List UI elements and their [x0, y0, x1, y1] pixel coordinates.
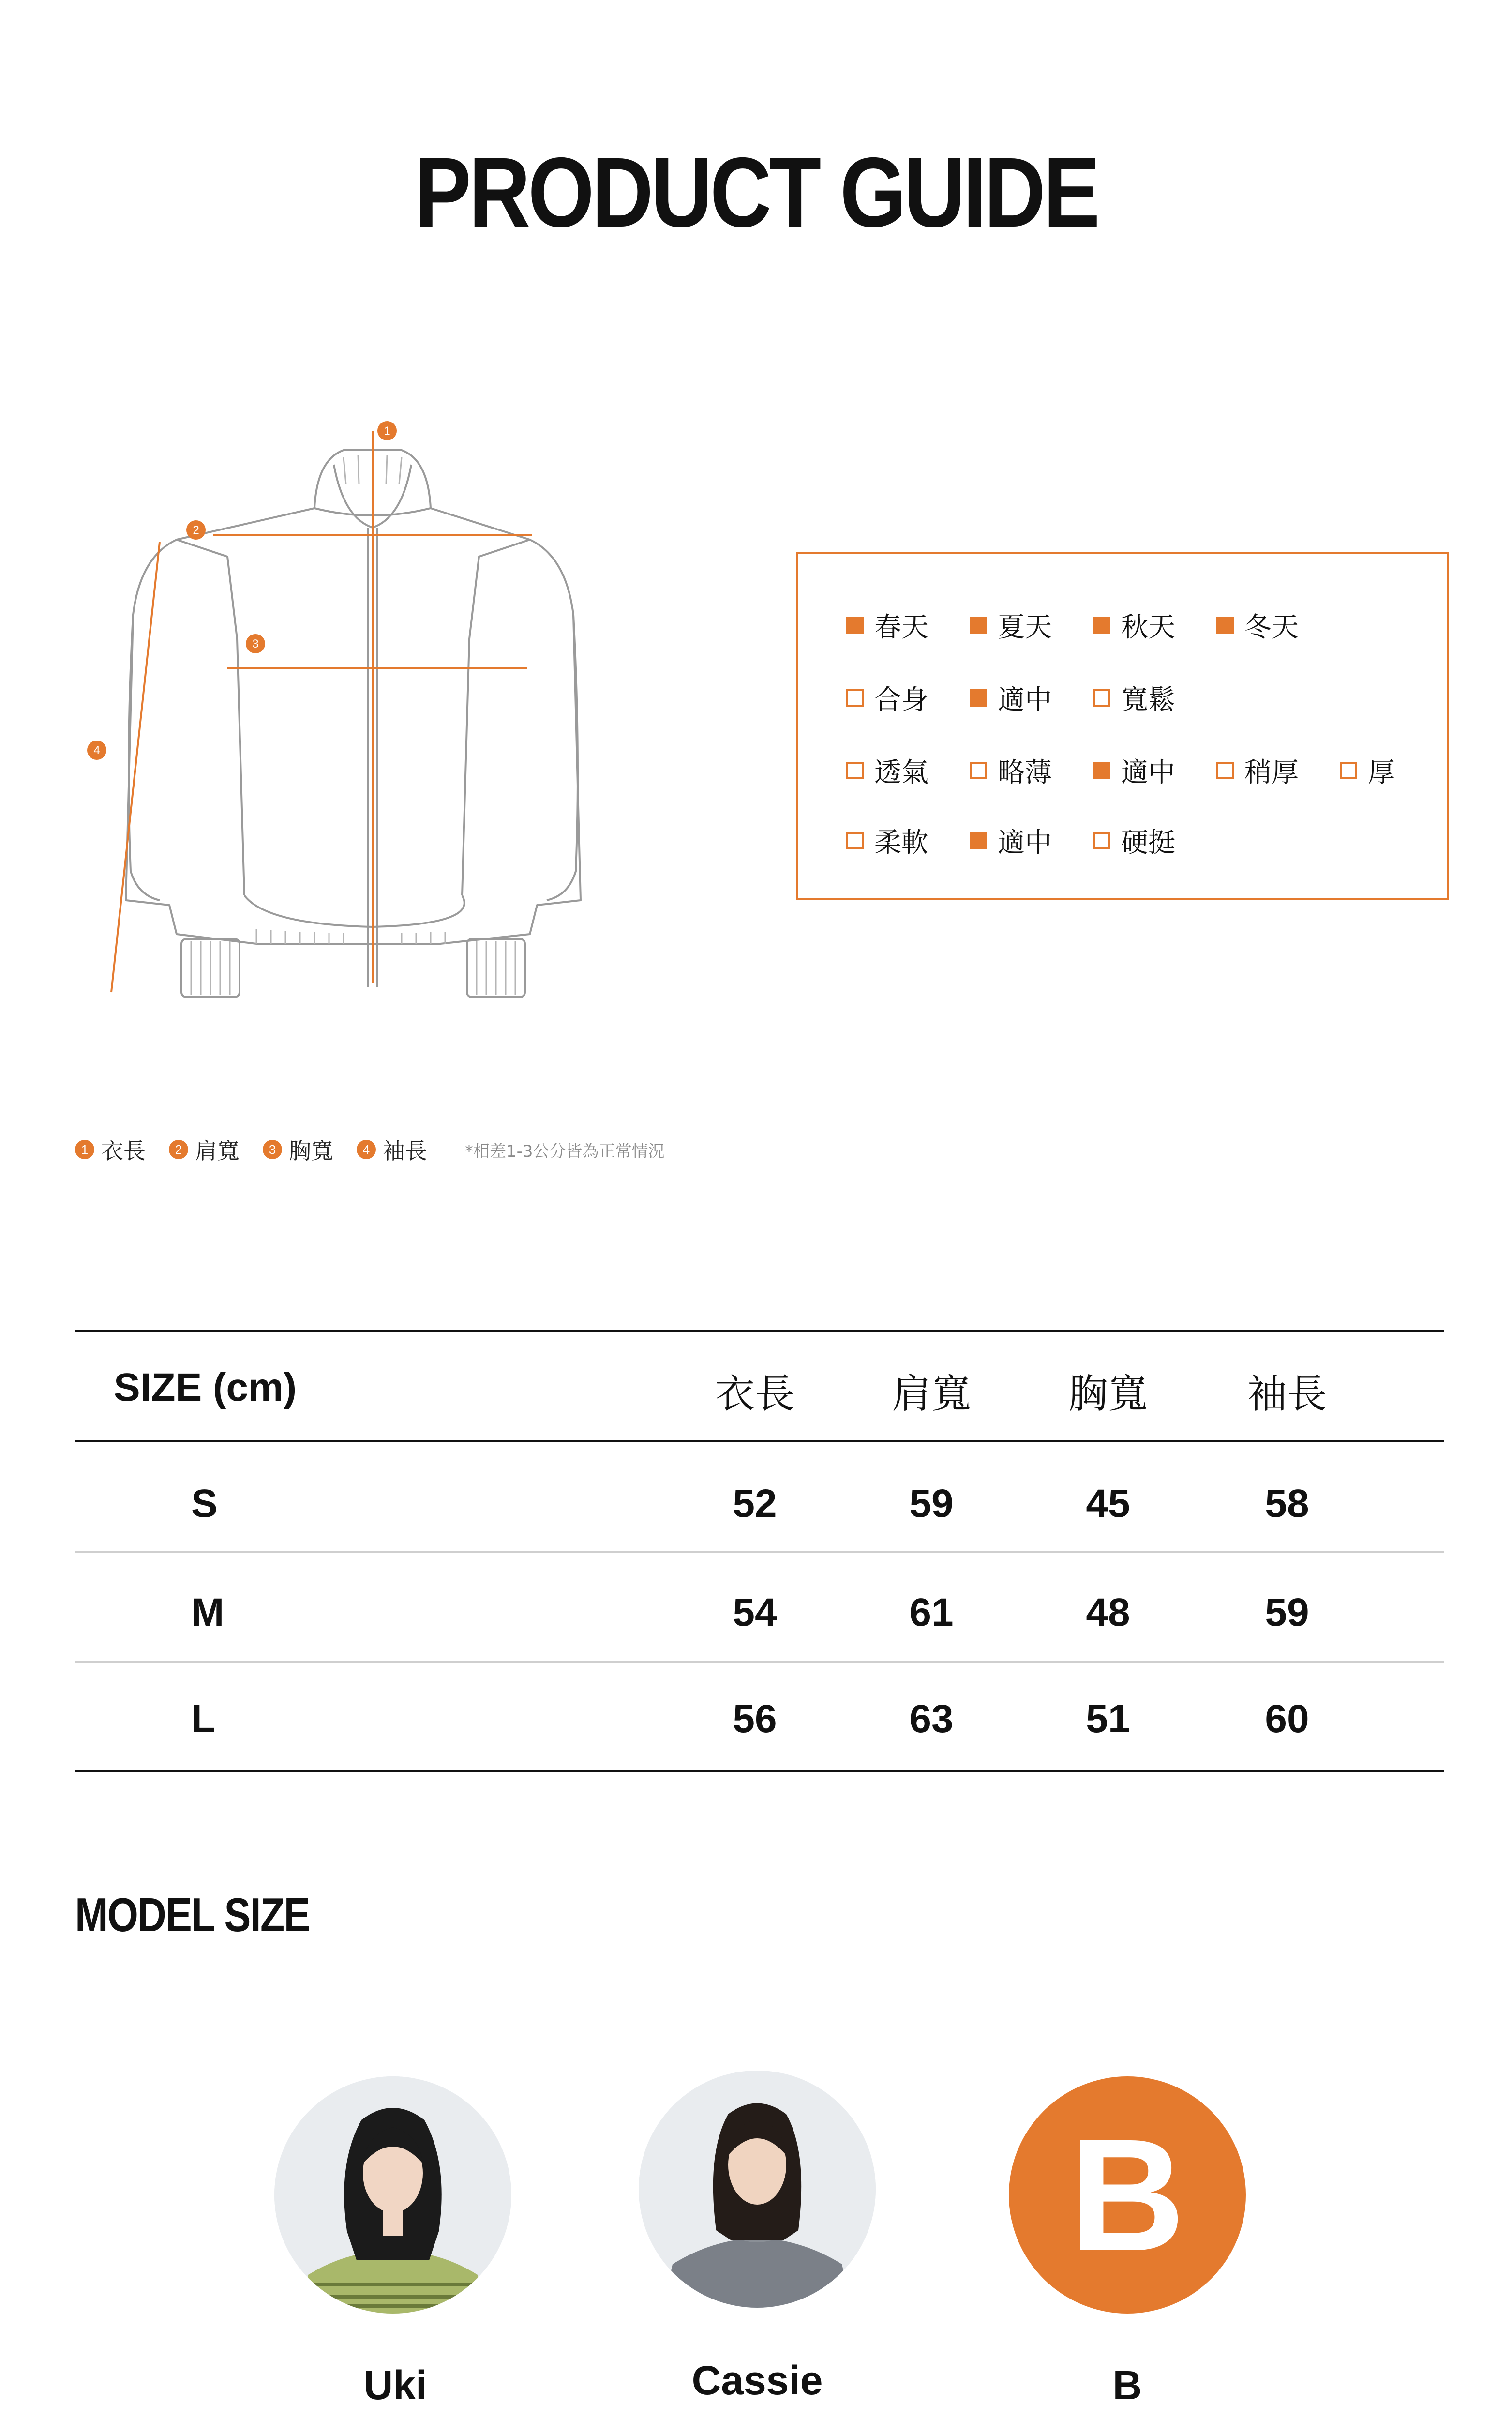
measurement-legend: [75, 1135, 665, 1164]
legend-item: 1 衣長: [75, 1134, 146, 1165]
number-badge-icon: 3: [263, 1140, 282, 1159]
table-cell: 58: [1265, 1482, 1309, 1526]
checkbox-icon: [970, 832, 987, 849]
marker-1-label: 1: [384, 424, 390, 438]
checkbox-icon: [970, 689, 987, 707]
table-header-size: SIZE (cm): [114, 1365, 297, 1409]
table-cell: 63: [909, 1697, 954, 1741]
checkbox-icon: [1093, 832, 1110, 849]
table-cell: 54: [733, 1590, 777, 1634]
attr-season-spring: 春天: [846, 608, 928, 642]
model-avatar-b: [1009, 2076, 1246, 2314]
table-cell: 52: [733, 1482, 777, 1526]
number-badge-icon: 1: [75, 1140, 94, 1159]
initial-letter: B: [1069, 2105, 1185, 2284]
model-size-title: MODEL SIZE: [75, 1888, 310, 1941]
model-name: Cassie: [691, 2358, 823, 2403]
attr-thickness-slightly-thick: 稍厚: [1216, 754, 1299, 787]
attr-softness-stiff: 硬挺: [1093, 824, 1175, 858]
table-row-size: L: [191, 1697, 216, 1741]
attr-thickness-breathable: 透氣: [846, 754, 928, 787]
table-header-col: 袖長: [1247, 1371, 1327, 1417]
checkbox-icon: [1093, 689, 1110, 707]
table-row-size: M: [191, 1590, 225, 1634]
table-bottom-rule: [75, 1770, 1444, 1772]
legend-item: 4 袖長: [357, 1134, 427, 1165]
model-name: Uki: [363, 2362, 427, 2408]
attr-thickness-medium: 適中: [1093, 754, 1175, 787]
attributes-box: [796, 552, 1449, 900]
attr-season-winter: 冬天: [1216, 608, 1299, 642]
attr-softness-soft: 柔軟: [846, 824, 928, 858]
model-photo-icon: [639, 2071, 876, 2308]
attr-season-autumn: 秋天: [1093, 608, 1175, 642]
checkbox-icon: [1093, 617, 1110, 634]
table-cell: 56: [733, 1697, 777, 1741]
table-cell: 59: [909, 1482, 954, 1526]
checkbox-icon: [1093, 762, 1110, 779]
model-avatar-uki: [274, 2076, 511, 2314]
table-cell: 60: [1265, 1697, 1309, 1741]
table-cell: 45: [1086, 1482, 1130, 1526]
attr-thickness-thin: 略薄: [970, 754, 1052, 787]
model-photo-icon: [274, 2076, 511, 2314]
legend-item: 2 肩寬: [169, 1134, 240, 1165]
attr-fit-loose: 寬鬆: [1093, 681, 1175, 715]
legend-item: 3 胸寬: [263, 1134, 333, 1165]
page-title: PRODUCT GUIDE: [414, 137, 1098, 248]
table-header-col: 胸寬: [1068, 1371, 1148, 1417]
table-cell: 51: [1086, 1697, 1130, 1741]
checkbox-icon: [1216, 762, 1234, 779]
model-avatar-cassie: [639, 2071, 876, 2308]
table-cell: 59: [1265, 1590, 1309, 1634]
attr-fit-slim: 合身: [846, 681, 928, 715]
attr-fit-regular: 適中: [970, 681, 1052, 715]
table-row-divider: [75, 1661, 1444, 1663]
checkbox-icon: [1216, 617, 1234, 634]
table-cell: 61: [909, 1590, 954, 1634]
diagram-markers: [87, 421, 397, 760]
table-cell: 48: [1086, 1590, 1130, 1634]
checkbox-icon: [1340, 762, 1357, 779]
attr-softness-medium: 適中: [970, 824, 1052, 858]
number-badge-icon: 2: [169, 1140, 188, 1159]
checkbox-icon: [846, 689, 864, 707]
table-header-rule: [75, 1440, 1444, 1442]
marker-2-label: 2: [193, 524, 199, 537]
table-top-rule: [75, 1330, 1444, 1332]
checkbox-icon: [846, 617, 864, 634]
checkbox-icon: [970, 617, 987, 634]
checkbox-icon: [846, 762, 864, 779]
attr-thickness-thick: 厚: [1340, 754, 1395, 787]
table-header-col: 肩寬: [891, 1371, 971, 1417]
number-badge-icon: 4: [357, 1140, 376, 1159]
attr-season-summer: 夏天: [970, 608, 1052, 642]
checkbox-icon: [970, 762, 987, 779]
model-name: B: [1112, 2362, 1142, 2408]
tolerance-note: *相差1-3公分皆為正常情況: [465, 1141, 665, 1161]
marker-4-label: 4: [93, 744, 100, 757]
jacket-diagram: [73, 411, 653, 1021]
table-row-divider: [75, 1551, 1444, 1553]
checkbox-icon: [846, 832, 864, 849]
table-row-size: S: [191, 1482, 218, 1526]
table-header-col: 衣長: [715, 1371, 794, 1417]
marker-3-label: 3: [252, 637, 259, 650]
